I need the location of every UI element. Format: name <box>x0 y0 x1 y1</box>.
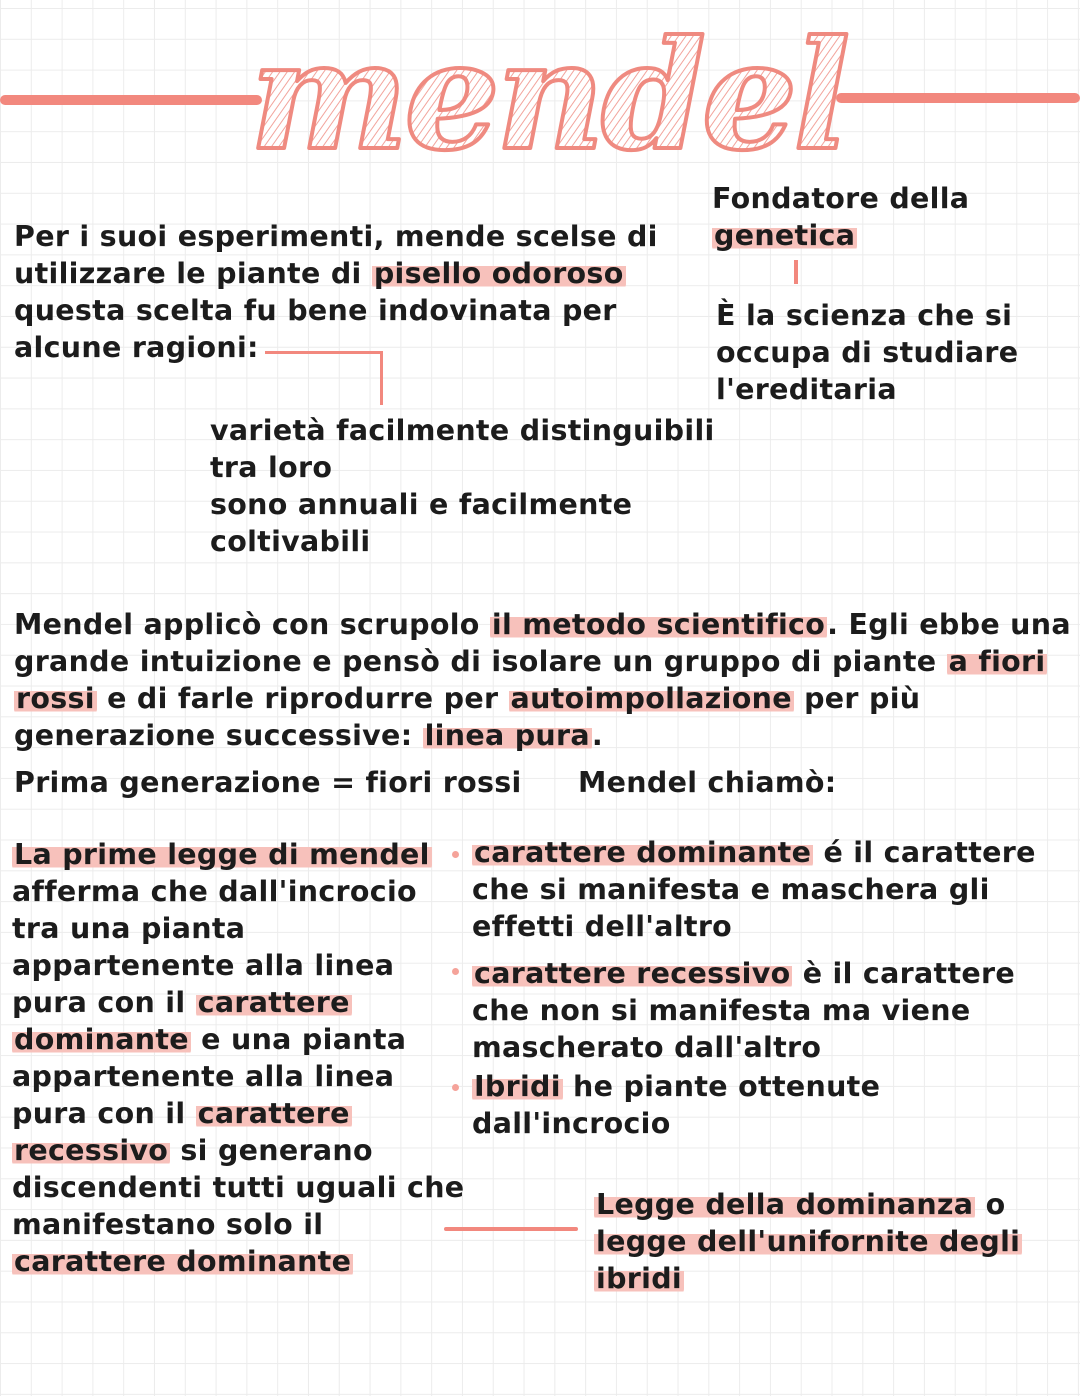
founder-note <box>712 180 969 254</box>
highlight-genetica: genetica <box>714 219 856 252</box>
highlight-ibridi-law: ibridi <box>596 1262 682 1295</box>
law-line-7: appartenente alla linea <box>12 1060 395 1093</box>
reason-line-3: sono annuali e facilmente <box>210 488 633 521</box>
method-line-2-text: grande intuizione e pensò di isolare un gruppo di piante <box>14 645 947 678</box>
founder-line-1: Fondatore della <box>712 182 970 215</box>
highlight-ibridi: Ibridi <box>474 1070 561 1103</box>
founder-connector <box>794 260 798 284</box>
first-generation: Prima generazione = fiori rossi <box>14 766 522 799</box>
term-dominante-line-1 <box>472 834 1036 871</box>
definition-line-2: occupa di studiare <box>716 336 1019 369</box>
connector-horizontal <box>265 351 382 354</box>
definition-line-1: È la scienza che si <box>716 299 1013 332</box>
law-name-line-1 <box>594 1186 1022 1223</box>
highlight-recessivo: recessivo <box>14 1134 169 1167</box>
law-line-9 <box>12 1132 464 1169</box>
highlight-term-recessivo: carattere recessivo <box>474 957 791 990</box>
law-line-10: discendenti tutti uguali che <box>12 1171 465 1204</box>
method-line-4-text: generazione successive: <box>14 719 423 752</box>
highlight-legge-dominanza: Legge della dominanza <box>596 1188 974 1221</box>
law-line-8 <box>12 1095 464 1132</box>
intro-line-2-text: utilizzare le piante di <box>14 257 372 290</box>
intro-line-3: questa scelta fu bene indovinata per <box>14 294 617 327</box>
method-line-3-text: e di farle riprodurre per <box>96 682 509 715</box>
method-paragraph <box>14 606 1071 754</box>
highlight-term-dominante: carattere dominante <box>474 836 812 869</box>
page-title: mendel <box>249 8 847 184</box>
intro-line-2 <box>14 255 658 292</box>
method-line-1 <box>14 606 1071 643</box>
method-line-4 <box>14 717 1071 754</box>
law-name-line-1-text: o <box>975 1188 1006 1221</box>
term-recessivo-text: è il carattere <box>792 957 1015 990</box>
term-recessivo-line-2: che non si manifesta ma viene <box>472 994 971 1027</box>
term-ibridi-line-2: dall'incrocio <box>472 1107 671 1140</box>
highlight-dominante: dominante <box>14 1023 189 1056</box>
first-law-paragraph <box>12 836 464 1280</box>
highlight-pisello: pisello odoroso <box>373 257 624 290</box>
mendel-called: Mendel chiamò: <box>578 766 837 799</box>
law-line-3: tra una pianta <box>12 912 246 945</box>
law-name-line-3 <box>594 1260 1022 1297</box>
reason-line-2: tra loro <box>210 451 333 484</box>
highlight-carattere-dominante: carattere dominante <box>14 1245 352 1278</box>
method-line-1-text: Mendel applicò con scrupolo <box>14 608 490 641</box>
method-line-2 <box>14 643 1071 680</box>
reason-line-4: coltivabili <box>210 525 371 558</box>
term-dominante-text: é il carattere <box>813 836 1036 869</box>
term-ibridi <box>472 1068 880 1142</box>
method-line-4-end: . <box>591 719 604 752</box>
highlight-carattere-1: carattere <box>197 986 350 1019</box>
term-recessivo-line-3: mascherato dall'altro <box>472 1031 822 1064</box>
law-line-5-text: pura con il <box>12 986 196 1019</box>
law-line-6 <box>12 1021 464 1058</box>
law-line-2: afferma che dall'incrocio <box>12 875 417 908</box>
highlight-carattere-2: carattere <box>197 1097 350 1130</box>
law-name-line-2 <box>594 1223 1022 1260</box>
highlight-metodo: il metodo scientifico <box>491 608 826 641</box>
method-line-3 <box>14 680 1071 717</box>
term-recessivo-line-1 <box>472 955 1015 992</box>
law-name-connector <box>444 1227 578 1231</box>
bullet-ibridi <box>452 1084 459 1091</box>
method-line-1-end: . Egli ebbe una <box>827 608 1071 641</box>
law-line-5 <box>12 984 464 1021</box>
law-line-8-text: pura con il <box>12 1097 196 1130</box>
highlight-fiori: a fiori <box>948 645 1046 678</box>
reasons-list <box>210 412 715 560</box>
founder-line-2 <box>712 217 969 254</box>
highlight-rossi: rossi <box>16 682 95 715</box>
genetics-definition <box>716 297 1018 408</box>
law-line-6-text: e una pianta <box>190 1023 407 1056</box>
law-line-11: manifestano solo il <box>12 1208 324 1241</box>
highlight-autoimpollazione: autoimpollazione <box>510 682 792 715</box>
term-recessivo <box>472 955 1015 1066</box>
intro-line-4: alcune ragioni: <box>14 331 259 364</box>
law-line-1 <box>12 836 464 873</box>
highlight-linea-pura: linea pura <box>424 719 590 752</box>
law-line-4: appartenente alla linea <box>12 949 395 982</box>
intro-paragraph <box>14 218 658 366</box>
term-dominante-line-2: che si manifesta e maschera gli <box>472 873 990 906</box>
highlight-prime-legge: La prime legge di mendel <box>14 838 430 871</box>
law-line-12 <box>12 1243 464 1280</box>
connector-vertical <box>380 351 383 405</box>
term-dominante-line-3: effetti dell'altro <box>472 910 733 943</box>
law-line-9-text: si generano <box>170 1134 373 1167</box>
highlight-legge-uniformita: legge dell'unifornite degli <box>596 1225 1021 1258</box>
definition-line-3: l'ereditaria <box>716 373 897 406</box>
reason-line-1: varietà facilmente distinguibili <box>210 414 715 447</box>
term-ibridi-line-1 <box>472 1068 880 1105</box>
law-name <box>594 1186 1022 1297</box>
page-title-graphic <box>0 0 1080 190</box>
term-ibridi-text: he piante ottenute <box>562 1070 881 1103</box>
intro-line-1: Per i suoi esperimenti, mende scelse di <box>14 220 658 253</box>
method-line-3-end: per più <box>793 682 921 715</box>
bullet-dominante <box>452 851 459 858</box>
term-dominante <box>472 834 1036 945</box>
bullet-recessivo <box>452 968 459 975</box>
